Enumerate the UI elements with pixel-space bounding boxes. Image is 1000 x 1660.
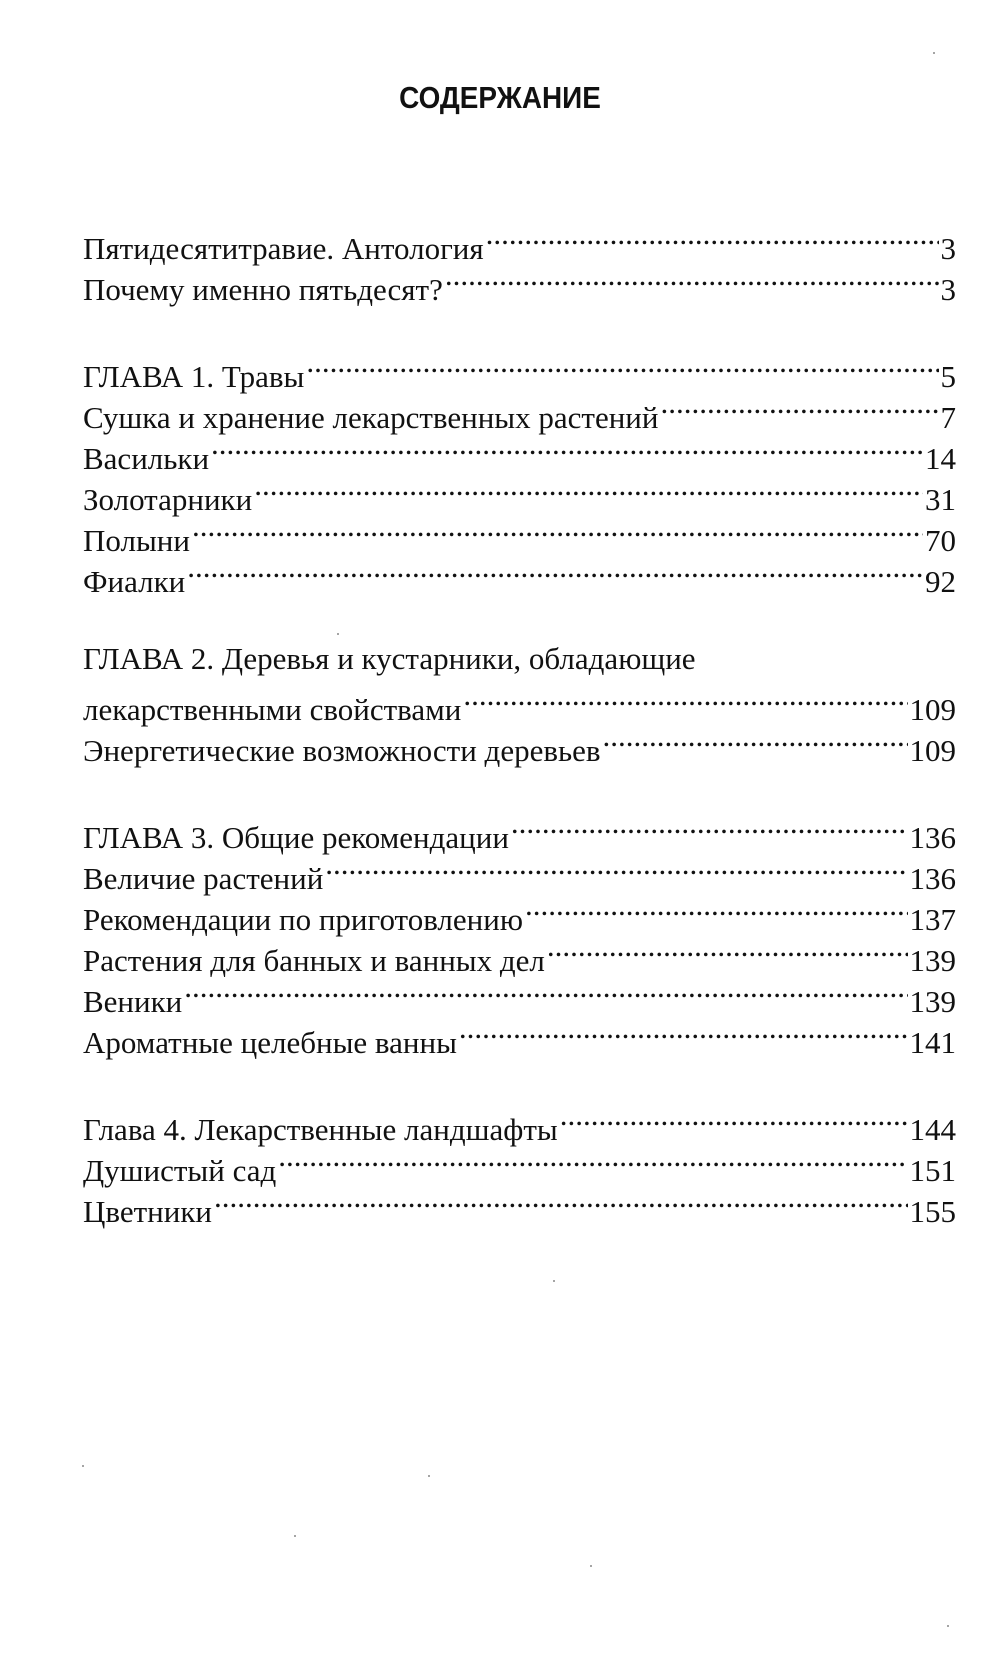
toc-entry-title: Рекомендации по приготовлению xyxy=(83,902,523,937)
toc-entry[interactable] xyxy=(83,1012,956,1060)
toc-entry[interactable] xyxy=(83,551,956,599)
dot-leader xyxy=(184,971,907,1012)
toc-entry[interactable] xyxy=(83,638,956,679)
toc-entry[interactable] xyxy=(83,346,956,394)
toc-entry-page: 136 xyxy=(909,861,956,896)
toc-entry-title: Золотарники xyxy=(83,482,253,517)
scan-speck xyxy=(428,1475,430,1477)
toc-group-intro xyxy=(83,218,956,307)
toc-entry-title: Энергетические возможности деревьев xyxy=(83,733,601,768)
scan-speck xyxy=(337,633,339,635)
dot-leader xyxy=(547,930,908,971)
dot-leader xyxy=(603,720,908,761)
dot-leader xyxy=(254,469,923,510)
toc-entry-page: 139 xyxy=(909,984,956,1019)
toc-entry-title: ГЛАВА 1. Травы xyxy=(83,359,305,394)
toc-entry-title: Сушка и хранение лекарственных растений xyxy=(83,400,659,435)
toc-entry-title: ГЛАВА 3. Общие рекомендации xyxy=(83,820,509,855)
toc-entry-title: Цветники xyxy=(83,1194,212,1229)
scan-speck xyxy=(294,1535,296,1537)
toc-entry-title: Величие растений xyxy=(83,861,324,896)
scan-speck xyxy=(553,1280,555,1282)
toc-entry-page: 92 xyxy=(925,564,956,599)
dot-leader xyxy=(560,1099,908,1140)
toc-entry[interactable] xyxy=(83,1099,956,1147)
toc-group-chapter-3 xyxy=(83,807,956,1060)
toc-entry-page: 151 xyxy=(909,1153,956,1188)
scan-speck xyxy=(590,1565,592,1567)
toc-entry-page: 5 xyxy=(940,359,956,394)
toc-entry-page: 70 xyxy=(925,523,956,558)
toc-entry-page: 3 xyxy=(940,272,956,307)
toc-entry-page: 31 xyxy=(925,482,956,517)
toc-entry-title: Почему именно пятьдесят? xyxy=(83,272,443,307)
toc-entry[interactable] xyxy=(83,218,956,266)
dot-leader xyxy=(211,428,923,469)
toc-entry-title: Полыни xyxy=(83,523,190,558)
dot-leader xyxy=(486,218,939,259)
toc-entry-title: ГЛАВА 2. Деревья и кустарники, обладающие xyxy=(83,641,696,676)
dot-leader xyxy=(445,259,939,300)
dot-leader xyxy=(306,346,938,387)
toc-entry-page: 139 xyxy=(909,943,956,978)
toc-entry-title: Фиалки xyxy=(83,564,186,599)
dot-leader xyxy=(525,889,908,930)
toc-entry[interactable] xyxy=(83,971,956,1019)
dot-leader xyxy=(459,1012,908,1053)
scan-speck xyxy=(933,52,935,54)
scan-speck xyxy=(82,1465,84,1467)
toc-entry[interactable] xyxy=(83,679,956,727)
toc-entry-title: Васильки xyxy=(83,441,210,476)
toc-entry-title: Душистый сад xyxy=(83,1153,277,1188)
dot-leader xyxy=(660,387,938,428)
dot-leader xyxy=(187,551,923,592)
toc-entry-page: 136 xyxy=(909,820,956,855)
toc-entry[interactable] xyxy=(83,428,956,476)
page-title: СОДЕРЖАНИЕ xyxy=(399,80,601,115)
toc-entry-page: 109 xyxy=(909,692,956,727)
toc-group-chapter-2 xyxy=(83,638,956,768)
dot-leader xyxy=(325,848,907,889)
toc-entry[interactable] xyxy=(83,807,956,855)
toc-entry-page: 155 xyxy=(909,1194,956,1229)
dot-leader xyxy=(278,1140,907,1181)
toc-entry-title: Глава 4. Лекарственные ландшафты xyxy=(83,1112,558,1147)
toc-group-chapter-1 xyxy=(83,346,956,599)
toc-entry-page: 14 xyxy=(925,441,956,476)
dot-leader xyxy=(214,1181,908,1222)
dot-leader xyxy=(511,807,908,848)
toc-entry-page: 109 xyxy=(909,733,956,768)
toc-entry-title: Растения для банных и ванных дел xyxy=(83,943,545,978)
toc-entry-page: 7 xyxy=(940,400,956,435)
toc-group-chapter-4 xyxy=(83,1099,956,1229)
toc-entry[interactable] xyxy=(83,469,956,517)
scan-speck xyxy=(947,1625,949,1627)
toc-entry-title: Веники xyxy=(83,984,183,1019)
toc-entry-page: 141 xyxy=(909,1025,956,1060)
dot-leader xyxy=(192,510,923,551)
toc-entry-page: 144 xyxy=(909,1112,956,1147)
toc-entry[interactable] xyxy=(83,1181,956,1229)
toc-entry[interactable] xyxy=(83,510,956,558)
toc-entry-title: лекарственными свойствами xyxy=(83,692,462,727)
toc-entry-title: Пятидесятитравие. Антология xyxy=(83,231,484,266)
toc-entry-title: Ароматные целебные ванны xyxy=(83,1025,457,1060)
toc-entry-page: 137 xyxy=(909,902,956,937)
toc-entry-page: 3 xyxy=(940,231,956,266)
dot-leader xyxy=(463,679,907,720)
table-of-contents xyxy=(83,218,956,1268)
